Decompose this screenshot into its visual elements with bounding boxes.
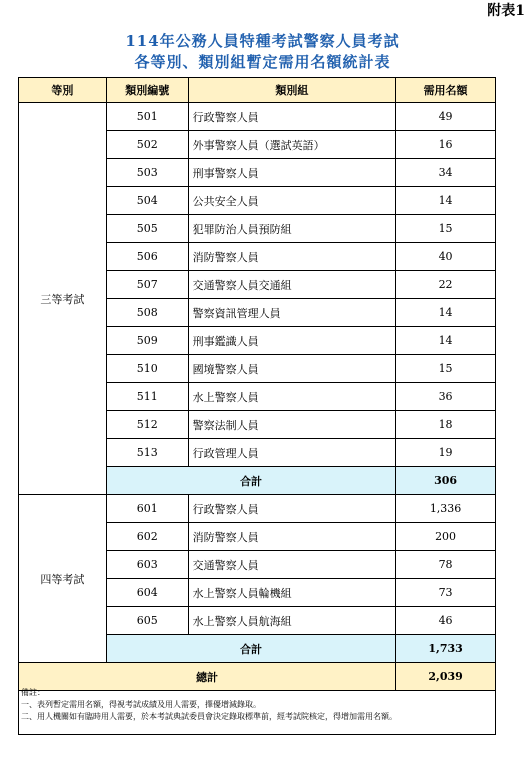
page-subtitle: 各等別、類別組暫定需用名額統計表 <box>134 53 391 71</box>
code-cell: 504 <box>106 187 188 215</box>
category-cell: 犯罪防治人員預防組 <box>188 215 396 243</box>
code-cell: 605 <box>106 607 188 635</box>
category-cell: 警察資訊管理人員 <box>188 299 396 327</box>
page-title: 114年公務人員特種考試警察人員考試 <box>125 32 400 50</box>
count-cell: 19 <box>396 439 496 467</box>
note-item: 二、用人機關如有臨時用人需要，於本考試典試委員會決定錄取標準前，經考試院核定，得增加需用名額。 <box>21 712 397 721</box>
count-cell: 200 <box>396 523 496 551</box>
header-grade: 等別 <box>19 78 107 103</box>
grade-cell: 三等考試 <box>19 103 107 495</box>
category-cell: 公共安全人員 <box>188 187 396 215</box>
code-cell: 511 <box>106 383 188 411</box>
category-cell: 消防警察人員 <box>188 523 396 551</box>
count-cell: 34 <box>396 159 496 187</box>
table-header-row <box>19 78 496 103</box>
category-cell: 交通警察人員交通組 <box>188 271 396 299</box>
category-cell: 行政警察人員 <box>188 495 396 523</box>
code-cell: 602 <box>106 523 188 551</box>
code-cell: 601 <box>106 495 188 523</box>
appendix-label: 附表1 <box>487 3 525 19</box>
header-code: 類別編號 <box>106 78 188 103</box>
category-cell: 刑事鑑識人員 <box>188 327 396 355</box>
header-count: 需用名額 <box>396 78 496 103</box>
code-cell: 509 <box>106 327 188 355</box>
notes-box <box>18 683 496 735</box>
code-cell: 501 <box>106 103 188 131</box>
grade-cell: 四等考試 <box>19 495 107 663</box>
category-cell: 水上警察人員輪機組 <box>188 579 396 607</box>
count-cell: 18 <box>396 411 496 439</box>
code-cell: 506 <box>106 243 188 271</box>
count-cell: 15 <box>396 215 496 243</box>
category-cell: 國境警察人員 <box>188 355 396 383</box>
subtotal-value: 1,733 <box>396 635 496 663</box>
code-cell: 510 <box>106 355 188 383</box>
count-cell: 46 <box>396 607 496 635</box>
code-cell: 508 <box>106 299 188 327</box>
count-cell: 78 <box>396 551 496 579</box>
category-cell: 行政管理人員 <box>188 439 396 467</box>
count-cell: 16 <box>396 131 496 159</box>
count-cell: 14 <box>396 327 496 355</box>
category-cell: 交通警察人員 <box>188 551 396 579</box>
code-cell: 507 <box>106 271 188 299</box>
code-cell: 502 <box>106 131 188 159</box>
subtotal-label: 合計 <box>106 467 395 495</box>
code-cell: 512 <box>106 411 188 439</box>
category-cell: 行政警察人員 <box>188 103 396 131</box>
subtotal-value: 306 <box>396 467 496 495</box>
notes-heading: 備註： <box>21 688 45 697</box>
category-cell: 刑事警察人員 <box>188 159 396 187</box>
count-cell: 73 <box>396 579 496 607</box>
total-label: 總計 <box>19 663 396 691</box>
count-cell: 22 <box>396 271 496 299</box>
count-cell: 15 <box>396 355 496 383</box>
table-row <box>19 495 496 523</box>
category-cell: 消防警察人員 <box>188 243 396 271</box>
category-cell: 警察法制人員 <box>188 411 396 439</box>
code-cell: 603 <box>106 551 188 579</box>
category-cell: 外事警察人員（選試英語） <box>188 131 396 159</box>
code-cell: 505 <box>106 215 188 243</box>
category-cell: 水上警察人員 <box>188 383 396 411</box>
count-cell: 1,336 <box>396 495 496 523</box>
subtotal-label: 合計 <box>106 635 395 663</box>
code-cell: 503 <box>106 159 188 187</box>
count-cell: 36 <box>396 383 496 411</box>
note-item: 一、表列暫定需用名額，得視考試成績及用人需要，擇優增減錄取。 <box>21 700 261 709</box>
header-category: 類別組 <box>188 78 396 103</box>
code-cell: 513 <box>106 439 188 467</box>
count-cell: 49 <box>396 103 496 131</box>
count-cell: 14 <box>396 299 496 327</box>
code-cell: 604 <box>106 579 188 607</box>
quota-table <box>18 77 496 691</box>
total-value: 2,039 <box>396 663 496 691</box>
category-cell: 水上警察人員航海組 <box>188 607 396 635</box>
count-cell: 40 <box>396 243 496 271</box>
count-cell: 14 <box>396 187 496 215</box>
table-row <box>19 103 496 131</box>
